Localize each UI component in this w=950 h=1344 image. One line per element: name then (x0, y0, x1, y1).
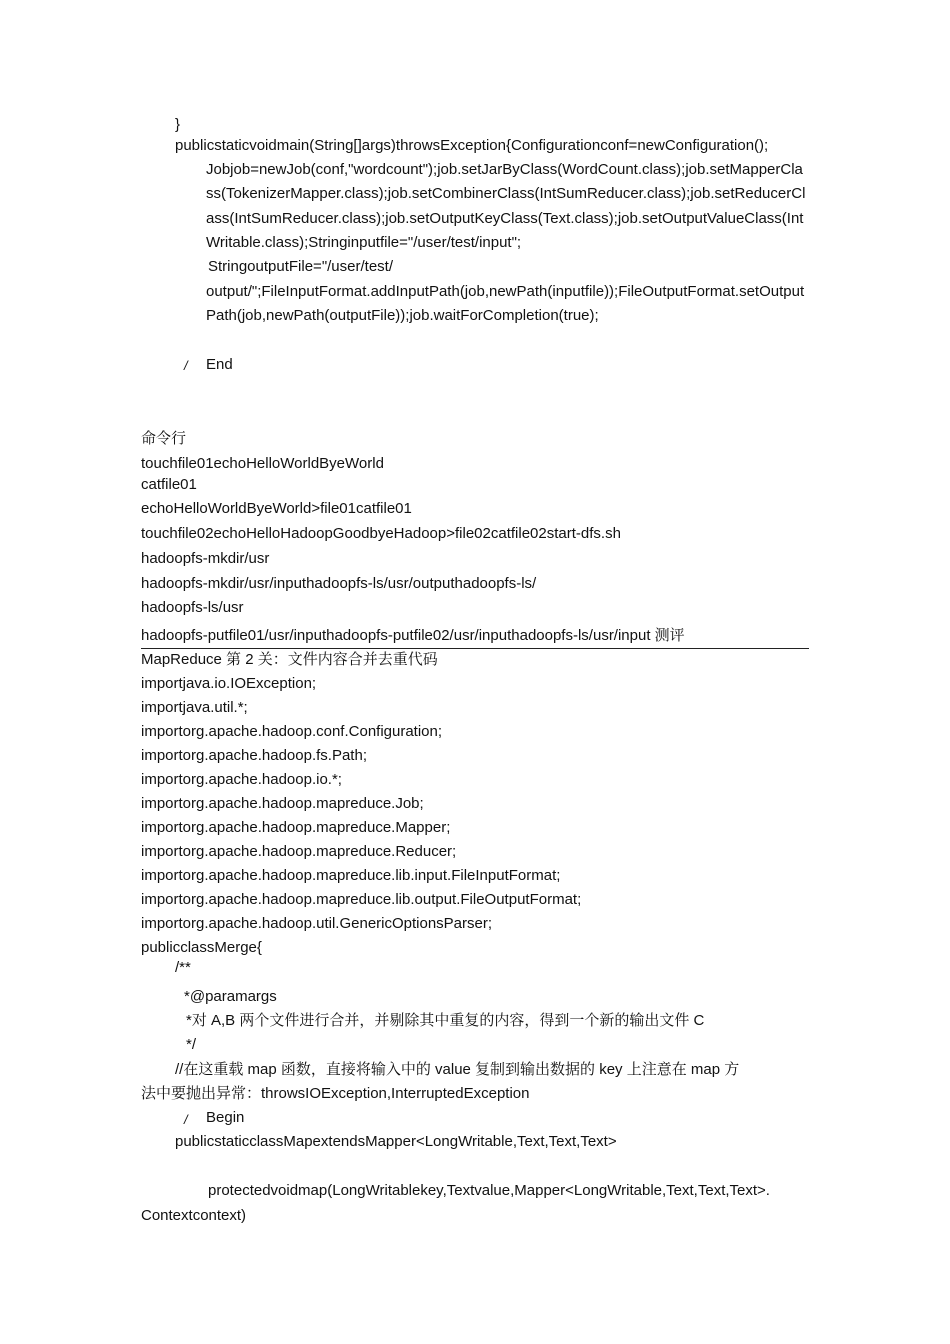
import-line-10: importorg.apache.hadoop.mapreduce.lib.output.FileOutputFormat; (141, 891, 582, 908)
doc-comment-close: */ (186, 1036, 197, 1053)
command-line-7: hadoopfs-ls/usr (141, 599, 244, 616)
command-line-1: touchfile01echoHelloWorldByeWorld (141, 455, 384, 472)
doc-comment-open: /** (175, 959, 191, 976)
command-line-2: catfile01 (141, 476, 197, 493)
import-line-5: importorg.apache.hadoop.io.*; (141, 771, 342, 788)
code-block-io-paths: output/";FileInputFormat.addInputPath(job,newPath(inputfile));FileOutputFormat.setOutputPath(job,newPath(outputFile));job.waitForCompletion(true); (206, 283, 805, 325)
import-line-3: importorg.apache.hadoop.conf.Configuration; (141, 723, 443, 740)
command-line-3: echoHelloWorldByeWorld>file01catfile01 (141, 500, 412, 517)
import-line-9: importorg.apache.hadoop.mapreduce.lib.input.FileInputFormat; (141, 867, 561, 884)
command-line-4: touchfile02echoHelloHadoopGoodbyeHadoop>file02catfile02start-dfs.sh (141, 525, 621, 542)
section-title: MapReduce 第 2 关：文件内容合并去重代码 (141, 651, 438, 668)
map-class-declaration: publicstaticclassMapextendsMapper<LongWritable,Text,Text,Text> (175, 1133, 617, 1150)
section-divider (141, 648, 809, 649)
import-line-8: importorg.apache.hadoop.mapreduce.Reducer; (141, 843, 457, 860)
begin-marker-slash: / (184, 1112, 188, 1127)
code-block-main-body: Jobjob=newJob(conf,"wordcount");job.setJarByClass(WordCount.class);job.setMapperClass(TokenizerMapper.class);job.setCombinerClass(IntSumReducer.class);job.setReducerClass(IntSumReducer.class);job.setOutputKeyClass(Text.class);job.setOutputValueClass(IntWritable.class);Stringinputfile="/user/test/input"; (206, 161, 806, 251)
import-line-4: importorg.apache.hadoop.fs.Path; (141, 747, 367, 764)
doc-comment-param: *@paramargs (184, 988, 277, 1005)
code-line-close-brace: } (175, 116, 181, 133)
class-declaration: publicclassMerge{ (141, 939, 262, 956)
import-line-11: importorg.apache.hadoop.util.GenericOptionsParser; (141, 915, 493, 932)
inline-comment-line-2: 法中要抛出异常：throwsIOException,InterruptedException (141, 1085, 530, 1102)
end-label: End (206, 356, 233, 373)
end-marker-slash: / (184, 358, 188, 373)
import-line-6: importorg.apache.hadoop.mapreduce.Job; (141, 795, 424, 812)
import-line-7: importorg.apache.hadoop.mapreduce.Mapper; (141, 819, 451, 836)
code-line-main-declaration: publicstaticvoidmain(String[]args)throwsException{Configurationconf=newConfiguration(); (175, 137, 769, 154)
command-line-8: hadoopfs-putfile01/usr/inputhadoopfs-putfile02/usr/inputhadoopfs-ls/usr/input 测评 (141, 627, 685, 644)
command-line-heading: 命令行 (141, 430, 187, 447)
doc-comment-description: *对 A,B 两个文件进行合并，并剔除其中重复的内容，得到一个新的输出文件 C (186, 1012, 705, 1029)
command-line-6: hadoopfs-mkdir/usr/inputhadoopfs-ls/usr/outputhadoopfs-ls/ (141, 575, 537, 592)
map-method-context-param: Contextcontext) (141, 1207, 247, 1224)
import-line-2: importjava.util.*; (141, 699, 248, 716)
code-line-output-file: StringoutputFile="/user/test/ (208, 258, 394, 275)
import-line-1: importjava.io.IOException; (141, 675, 317, 692)
inline-comment-line-1: //在这重载 map 函数，直接将输入中的 value 复制到输出数据的 key 上注意在 map 方 (175, 1061, 740, 1078)
begin-label: Begin (206, 1109, 245, 1126)
map-method-signature: protectedvoidmap(LongWritablekey,Textvalue,Mapper<LongWritable,Text,Text,Text>. (208, 1182, 770, 1199)
command-line-5: hadoopfs-mkdir/usr (141, 550, 270, 567)
